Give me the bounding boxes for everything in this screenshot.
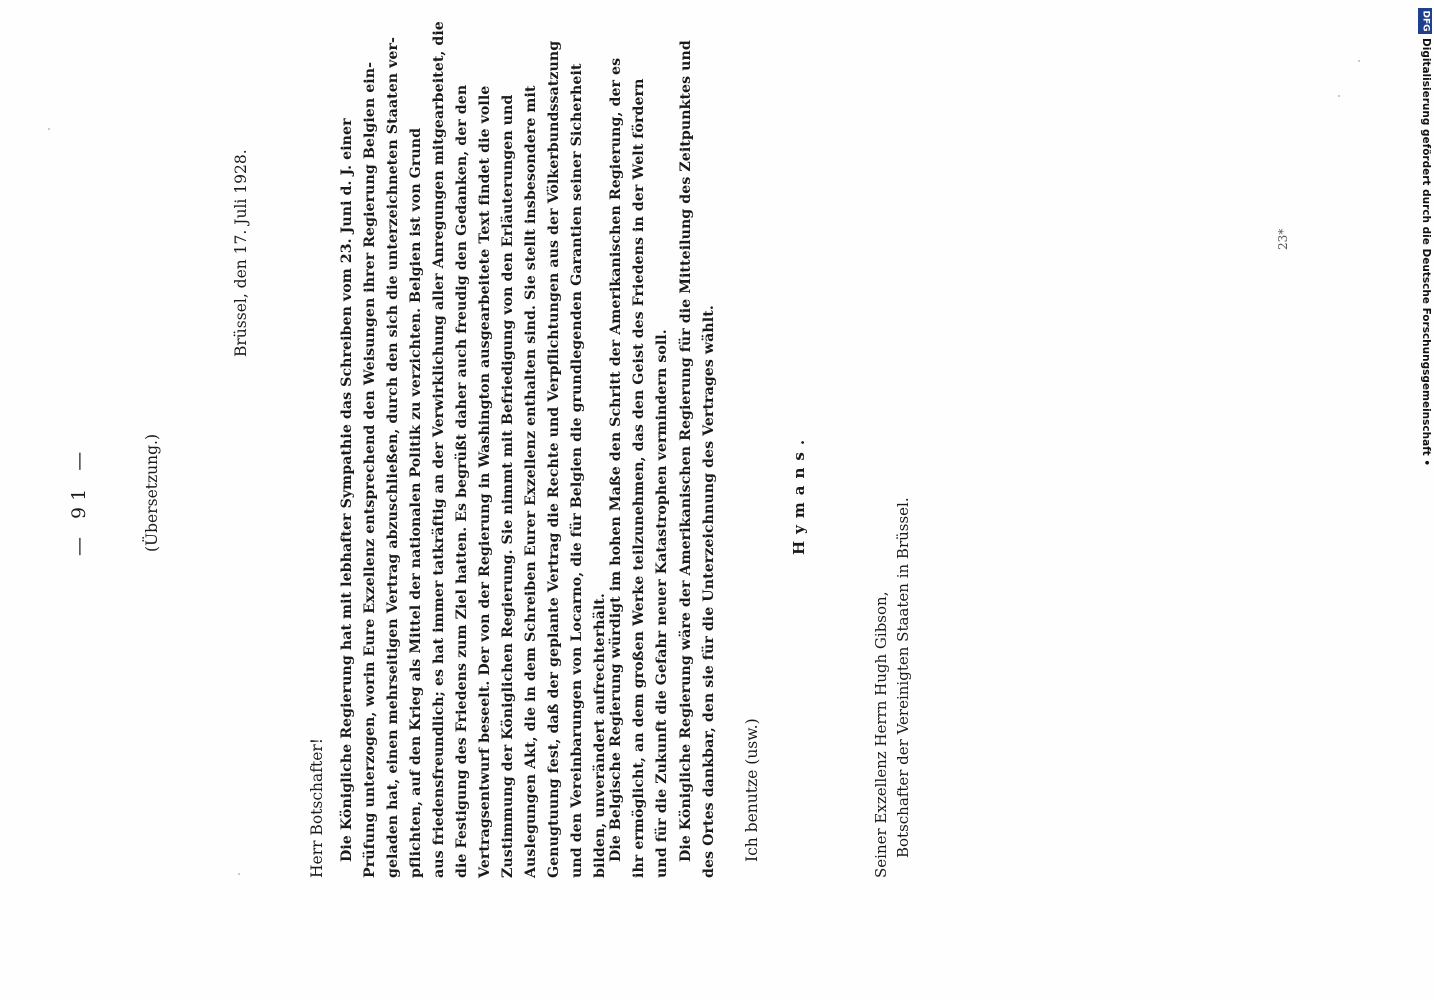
addressee-line-1: Seiner Exzellenz Herrn Hugh Gibson,	[872, 591, 890, 878]
folio-mark: 23*	[1276, 228, 1290, 250]
paragraph-line: pflichten, auf den Krieg als Mittel der nationalen Politik zu verzichten. Belgien ist von Grund	[408, 127, 424, 878]
digitization-credit: Digitalisierung gefördert durch die Deutsche Forschungsgemeinschaft •	[1420, 38, 1432, 467]
paragraph-line: geladen hat, einen mehrseitigen Vertrag abzuschließen, durch den sich die unterzeichneten Staaten ver-	[385, 37, 401, 878]
closing-line: Ich benutze (usw.)	[743, 718, 761, 862]
scan-speck	[1358, 60, 1360, 62]
paragraph-line: die Festigung des Friedens zum Ziel hatten. Es begrüßt daher auch freudig den Gedanken, der den	[454, 84, 470, 878]
paragraph-line: Vertragsentwurf beseelt. Der von der Regierung in Washington ausgearbeitete Text findet die volle	[477, 85, 493, 878]
translation-label: (Übersetzung.)	[143, 434, 161, 552]
page-number: — 91 —	[68, 445, 90, 556]
dfg-logo: DFG	[1418, 8, 1432, 34]
paragraph-line: und den Vereinbarungen von Locarno, die für Belgien die grundlegenden Garantien seiner Sicherheit	[569, 63, 585, 878]
addressee-line-2: Botschafter der Vereinigten Staaten in Brüssel.	[894, 497, 912, 858]
scan-speck	[238, 873, 240, 875]
paragraph-line: Prüfung unterzogen, worin Eure Exzellenz entsprechend den Weisungen ihrer Regierung Belgien ein-	[362, 61, 378, 878]
paragraph-line: des Ortes dankbar, den sie für die Unterzeichnung des Vertrages wählt.	[701, 305, 717, 878]
salutation: Herr Botschafter!	[308, 737, 326, 878]
paragraph-line: Auslegungen Akt, die in dem Schreiben Eurer Exzellenz enthalten sind. Sie stellt insbesondere mit	[523, 85, 539, 878]
paragraph-line: Genugtuung fest, daß der geplante Vertrag die Rechte und Verpflichtungen aus der Völkerbundssatzung	[546, 40, 562, 878]
signature: Hymans.	[790, 432, 808, 555]
date-line: Brüssel, den 17. Juli 1928.	[232, 149, 250, 357]
paragraph-line: Zustimmung der Königlichen Regierung. Sie nimmt mit Befriedigung von den Erläuterungen und	[500, 94, 516, 878]
scan-speck	[48, 128, 50, 130]
paragraph-line: Die Königliche Regierung hat mit lebhafter Sympathie das Schreiben vom 23. Juni d. J. einer	[339, 118, 355, 862]
paragraph-line: bilden, unverändert aufrechterhält.	[592, 593, 608, 878]
scan-speck	[1338, 95, 1340, 97]
paragraph-line: Die Belgische Regierung würdigt im hohen Maße den Schritt der Amerikanischen Regierung, der es	[608, 57, 624, 862]
paragraph-line: ihr ermöglicht, an dem großen Werke teilzunehmen, das den Geist des Friedens in der Welt fördern	[631, 78, 647, 878]
paragraph-line: und für die Zukunft die Gefahr neuer Katastrophen vermindern soll.	[654, 329, 670, 878]
paragraph-line: Die Königliche Regierung wäre der Amerikanischen Regierung für die Mitteilung des Zeitpunktes und	[678, 40, 694, 862]
paragraph-line: aus friedensfreundlich; es hat immer tatkräftig an der Verwirklichung aller Anregungen mitgearbeitet, die	[431, 21, 447, 878]
